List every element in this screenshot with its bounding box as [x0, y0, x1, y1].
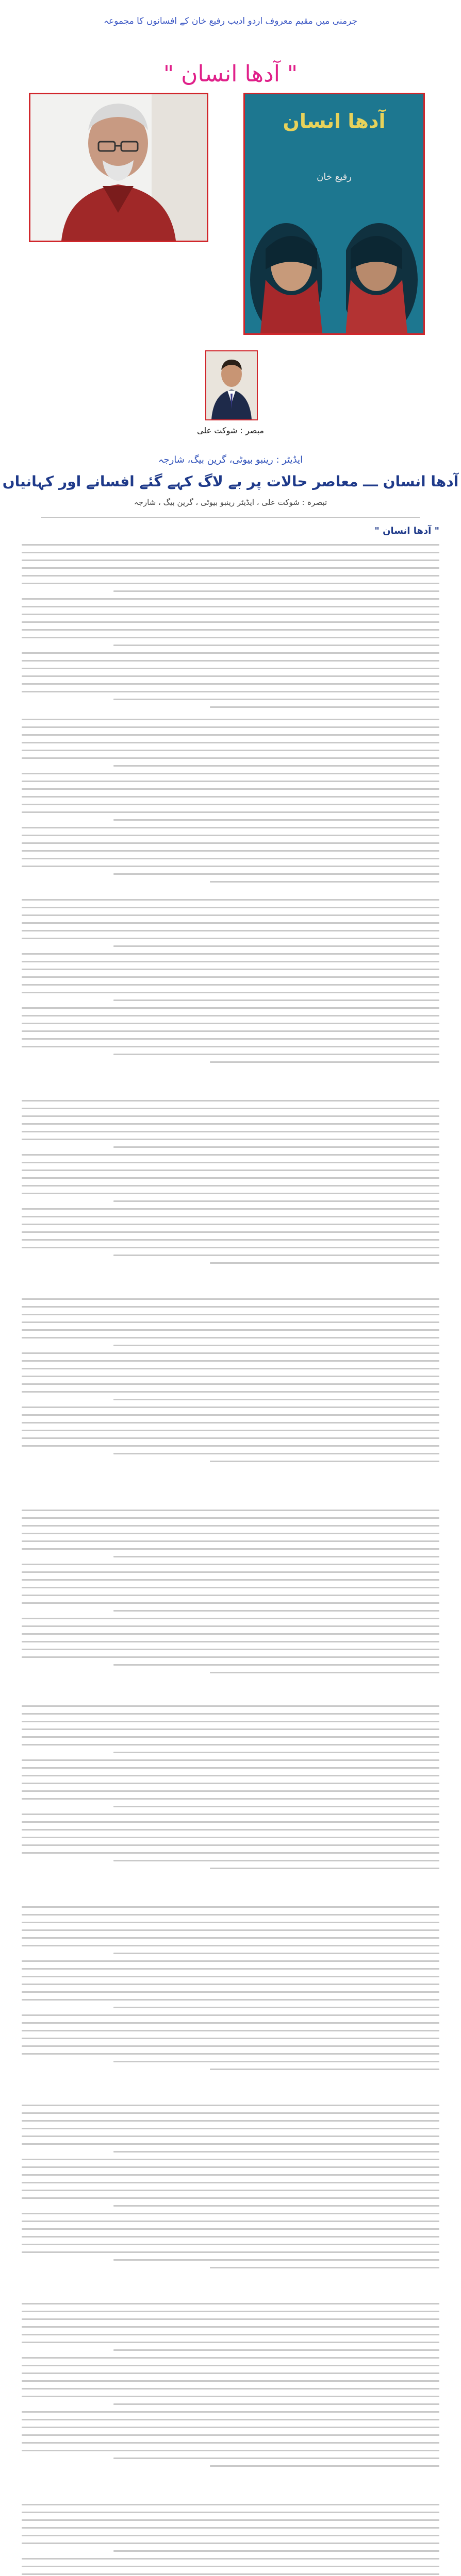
interviewer-portrait-image: [206, 351, 257, 419]
text-line: [22, 2303, 439, 2304]
text-line: [22, 1376, 439, 1377]
text-line: [22, 583, 439, 584]
text-line: [22, 1852, 439, 1854]
text-line: [113, 945, 439, 947]
text-line: [22, 1193, 439, 1194]
text-line: [22, 2251, 439, 2253]
text-line: [22, 796, 439, 798]
text-line: [22, 1406, 439, 1408]
text-line: [22, 742, 439, 743]
text-line: [22, 1814, 439, 1815]
text-line: [22, 2166, 439, 2168]
text-line: [113, 2349, 439, 2351]
text-line: [22, 1945, 439, 1946]
text-line: [22, 2030, 439, 2031]
book-cover: [243, 93, 425, 335]
text-line: [22, 1540, 439, 1542]
text-line: [22, 1564, 439, 1565]
text-line: [22, 2014, 439, 2016]
text-line: [22, 1713, 439, 1715]
body-paragraph-5: [22, 1298, 439, 1468]
text-line: [22, 598, 439, 600]
opening-quote: " آدھا انسان ": [374, 526, 439, 536]
text-line: [113, 1453, 439, 1454]
text-line: [22, 976, 439, 978]
text-line: [22, 992, 439, 993]
text-line: [22, 1216, 439, 1217]
text-line: [22, 614, 439, 615]
page-title: " آدھا انسان ": [163, 61, 298, 87]
text-line: [22, 2411, 439, 2413]
text-line: [22, 1298, 439, 1300]
text-line: [22, 2342, 439, 2343]
text-line: [22, 1525, 439, 1527]
text-line: [22, 2190, 439, 2191]
text-line: [22, 637, 439, 638]
text-line: [22, 1100, 439, 1101]
text-line: [22, 1329, 439, 1331]
text-line: [22, 835, 439, 836]
text-line: [22, 2326, 439, 2328]
text-line: [22, 2380, 439, 2382]
text-line: [22, 2244, 439, 2245]
text-line: [113, 645, 439, 646]
text-line: [22, 1767, 439, 1769]
text-line: [22, 2566, 439, 2567]
text-line: [22, 1618, 439, 1619]
text-line: [22, 1587, 439, 1588]
text-line: [210, 1061, 440, 1063]
text-line: [113, 819, 439, 821]
text-line: [113, 1610, 439, 1612]
text-line: [22, 652, 439, 654]
text-line: [22, 2236, 439, 2238]
text-line: [22, 2105, 439, 2106]
text-line: [22, 2128, 439, 2129]
text-line: [22, 660, 439, 662]
text-line: [22, 1046, 439, 1047]
text-line: [22, 2504, 439, 2505]
body-paragraph-2: [22, 719, 439, 889]
text-line: [22, 2318, 439, 2320]
text-line: [22, 2372, 439, 2374]
text-line: [113, 873, 439, 875]
text-line: [22, 1829, 439, 1831]
text-line: [22, 2427, 439, 2428]
text-line: [22, 1517, 439, 1519]
text-line: [22, 1177, 439, 1179]
text-line: [22, 1306, 439, 1308]
text-line: [22, 2221, 439, 2222]
text-line: [113, 1860, 439, 1861]
text-line: [22, 544, 439, 546]
text-line: [22, 1108, 439, 1109]
text-line: [22, 2519, 439, 2521]
collection-intro: جرمنی میں مقیم معروف اردو ادیب رفیع خان کے افسانوں کا مجموعہ: [103, 16, 357, 26]
text-line: [22, 1705, 439, 1707]
text-line: [22, 907, 439, 908]
text-line: [22, 1038, 439, 1040]
text-line: [113, 1345, 439, 1346]
book-cover-author: رفیع خان: [317, 172, 352, 182]
text-line: [22, 1224, 439, 1225]
body-paragraph-4: [22, 1100, 439, 1270]
text-line: [22, 914, 439, 916]
text-line: [22, 1960, 439, 1962]
text-line: [22, 2334, 439, 2335]
body-paragraph-9: [22, 2105, 439, 2275]
text-line: [22, 1422, 439, 1423]
text-line: [22, 1170, 439, 1171]
text-line: [22, 552, 439, 553]
text-line: [22, 719, 439, 720]
text-line: [22, 1929, 439, 1931]
text-line: [22, 1633, 439, 1635]
text-line: [113, 1146, 439, 1148]
text-line: [210, 1868, 440, 1869]
text-line: [22, 560, 439, 561]
text-line: [22, 1139, 439, 1140]
text-line: [22, 1123, 439, 1125]
text-line: [22, 750, 439, 751]
text-line: [22, 2396, 439, 2397]
text-line: [113, 1399, 439, 1400]
text-line: [210, 1672, 440, 1673]
text-line: [22, 1968, 439, 1970]
text-line: [22, 2038, 439, 2039]
text-line: [22, 827, 439, 828]
text-line: [22, 2045, 439, 2047]
text-line: [22, 1533, 439, 1534]
text-line: [22, 938, 439, 939]
text-line: [22, 1656, 439, 1658]
text-line: [22, 1984, 439, 1985]
text-line: [22, 2136, 439, 2137]
text-line: [22, 1602, 439, 1604]
text-line: [22, 2357, 439, 2359]
text-line: [22, 1837, 439, 1838]
article-headline: آدھا انسان ـــ معاصر حالات پر بے لاگ کہے گئے افسانے اور کہانیاں: [2, 473, 459, 490]
interviewer-photo: [205, 350, 258, 420]
text-line: [22, 1185, 439, 1187]
text-line: [22, 1030, 439, 1032]
text-line: [22, 1798, 439, 1800]
text-line: [22, 1510, 439, 1511]
text-line: [113, 1953, 439, 1954]
text-line: [22, 2512, 439, 2513]
text-line: [22, 2434, 439, 2436]
body-paragraph-7: [22, 1705, 439, 1875]
text-line: [22, 1844, 439, 1846]
text-line: [22, 2022, 439, 2024]
interviewer-caption: مبصر : شوکت علی: [197, 426, 264, 435]
text-line: [210, 1461, 440, 1462]
text-line: [22, 1649, 439, 1650]
body-paragraph-6: [22, 1510, 439, 1680]
text-line: [22, 1999, 439, 2001]
text-line: [22, 1976, 439, 1977]
text-line: [210, 1262, 440, 1264]
text-line: [22, 1744, 439, 1745]
text-line: [113, 2007, 439, 2008]
text-line: [22, 2159, 439, 2160]
text-line: [22, 2112, 439, 2114]
text-line: [22, 691, 439, 692]
text-line: [22, 1548, 439, 1550]
text-line: [210, 881, 440, 883]
text-line: [22, 804, 439, 805]
text-line: [22, 2558, 439, 2560]
text-line: [113, 1255, 439, 1256]
text-line: [22, 1728, 439, 1730]
text-line: [22, 1154, 439, 1156]
divider: [41, 517, 420, 518]
text-line: [22, 811, 439, 813]
text-line: [22, 2543, 439, 2544]
text-line: [113, 1054, 439, 1055]
text-line: [22, 1321, 439, 1323]
text-line: [113, 2205, 439, 2207]
text-line: [22, 2535, 439, 2536]
text-line: [22, 1595, 439, 1596]
text-line: [22, 1247, 439, 1248]
text-line: [22, 2311, 439, 2312]
text-line: [22, 675, 439, 677]
text-line: [22, 1414, 439, 1416]
text-line: [113, 2259, 439, 2261]
body-paragraph-10: [22, 2303, 439, 2473]
text-line: [22, 2573, 439, 2575]
text-line: [113, 1806, 439, 1807]
text-line: [113, 1664, 439, 1666]
text-line: [22, 930, 439, 931]
text-line: [22, 606, 439, 607]
text-line: [113, 1752, 439, 1753]
text-line: [22, 1721, 439, 1722]
text-line: [22, 1437, 439, 1439]
text-line: [22, 1231, 439, 1233]
text-line: [22, 2419, 439, 2420]
text-line: [22, 2120, 439, 2122]
text-line: [113, 2403, 439, 2405]
text-line: [22, 2197, 439, 2199]
text-line: [22, 1571, 439, 1573]
text-line: [22, 922, 439, 924]
text-line: [22, 1790, 439, 1792]
text-line: [22, 969, 439, 970]
text-line: [22, 1239, 439, 1241]
text-line: [22, 2365, 439, 2366]
text-line: [22, 773, 439, 774]
text-line: [22, 2228, 439, 2230]
text-line: [22, 1430, 439, 1431]
text-line: [22, 1162, 439, 1163]
text-line: [210, 2069, 440, 2070]
text-line: [22, 629, 439, 631]
text-line: [22, 2182, 439, 2183]
text-line: [22, 1783, 439, 1784]
text-line: [22, 2527, 439, 2529]
text-line: [22, 1775, 439, 1776]
text-line: [22, 1991, 439, 1993]
text-line: [22, 2143, 439, 2145]
text-line: [22, 899, 439, 901]
text-line: [22, 1314, 439, 1315]
text-line: [22, 788, 439, 790]
text-line: [22, 1383, 439, 1385]
text-line: [22, 1821, 439, 1823]
text-line: [22, 1641, 439, 1642]
text-line: [22, 1368, 439, 1369]
text-line: [22, 1352, 439, 1354]
author-portrait-image: [30, 94, 207, 241]
text-line: [22, 866, 439, 867]
text-line: [22, 1115, 439, 1117]
text-line: [22, 953, 439, 955]
text-line: [22, 1015, 439, 1016]
editor-credit: ایڈیٹر : رینبو بیوٹی، گرین بیگ، شارجہ: [158, 454, 303, 465]
text-line: [22, 575, 439, 577]
text-line: [113, 1200, 439, 1202]
text-line: [22, 2213, 439, 2214]
author-photo: [29, 93, 208, 242]
text-line: [22, 2053, 439, 2055]
text-line: [22, 850, 439, 852]
text-line: [22, 1023, 439, 1024]
text-line: [113, 2550, 439, 2552]
text-line: [113, 999, 439, 1001]
text-line: [22, 2442, 439, 2444]
text-line: [22, 2450, 439, 2451]
text-line: [22, 858, 439, 859]
text-line: [22, 1906, 439, 1908]
text-line: [22, 1445, 439, 1447]
body-paragraph-8: [22, 1906, 439, 2076]
text-line: [22, 683, 439, 685]
text-line: [22, 1922, 439, 1923]
text-line: [22, 734, 439, 736]
text-line: [210, 2465, 440, 2467]
text-line: [22, 961, 439, 962]
body-paragraph-1: [22, 544, 439, 714]
text-line: [22, 668, 439, 669]
text-line: [22, 1736, 439, 1738]
text-line: [113, 2458, 439, 2459]
text-line: [210, 706, 440, 708]
text-line: [22, 2174, 439, 2176]
text-line: [22, 1391, 439, 1393]
text-line: [22, 842, 439, 844]
text-line: [113, 590, 439, 592]
text-line: [22, 2388, 439, 2389]
text-line: [22, 1337, 439, 1338]
text-line: [22, 726, 439, 728]
body-paragraph-3: [22, 899, 439, 1069]
text-line: [22, 984, 439, 986]
book-cover-title: آدھا انسان: [283, 110, 386, 132]
text-line: [113, 1556, 439, 1557]
text-line: [22, 1914, 439, 1916]
text-line: [22, 1937, 439, 1939]
text-line: [113, 2151, 439, 2153]
text-line: [113, 2061, 439, 2062]
text-line: [113, 765, 439, 767]
text-line: [22, 1759, 439, 1761]
text-line: [22, 1625, 439, 1627]
text-line: [22, 1579, 439, 1581]
text-line: [22, 621, 439, 623]
text-line: [22, 1131, 439, 1132]
text-line: [113, 699, 439, 700]
text-line: [210, 2267, 440, 2268]
text-line: [22, 567, 439, 569]
text-line: [22, 757, 439, 759]
body-paragraph-11: [22, 2504, 439, 2576]
text-line: [22, 1360, 439, 1362]
text-line: [22, 1007, 439, 1009]
text-line: [22, 781, 439, 782]
article-byline: تبصرہ : شوکت علی ، ایڈیٹر رینبو بیوٹی ، گرین بیگ ، شارجہ: [134, 498, 327, 507]
text-line: [22, 1208, 439, 1210]
